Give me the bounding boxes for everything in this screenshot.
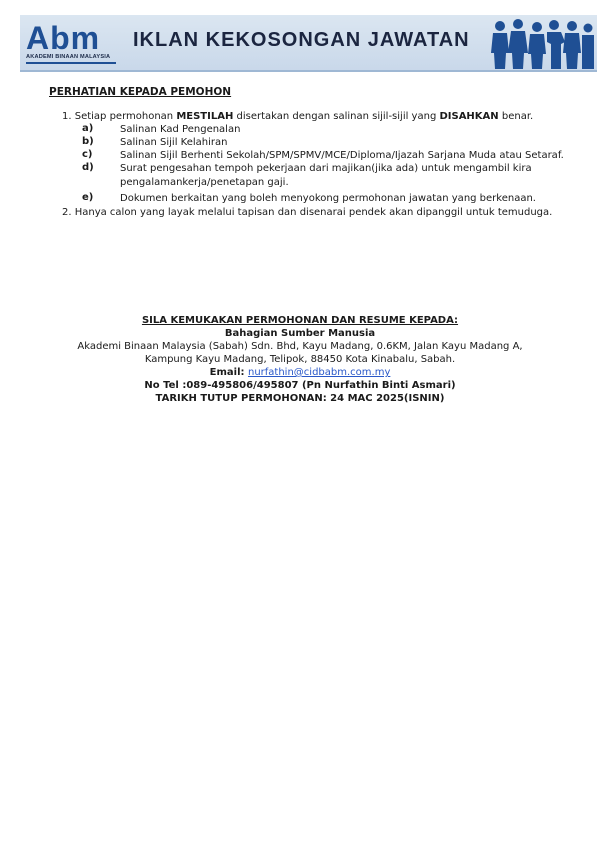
contact-address-line-1: Akademi Binaan Malaysia (Sabah) Sdn. Bhd, Kayu Madang, 0.6KM, Jalan Kayu Madang A,: [77, 341, 523, 352]
email-label: Email:: [209, 367, 248, 378]
contact-email-row: [0, 366, 600, 379]
people-silhouettes-icon: [490, 17, 594, 69]
item-d-letter: d): [82, 162, 94, 173]
notice-point-2: 2. Hanya calon yang layak melalui tapisan dan disenarai pendek akan dipanggil untuk temuduga.: [62, 207, 553, 218]
point1-emphasis-disahkan: DISAHKAN: [439, 111, 499, 122]
logo-rule: [26, 62, 116, 64]
closing-date: TARIKH TUTUP PERMOHONAN: 24 MAC 2025(ISNIN): [155, 393, 445, 404]
contact-phone: No Tel :089-495806/495807 (Pn Nurfathin Binti Asmari): [144, 380, 456, 391]
email-link[interactable]: nurfathin@cidbabm.com.my: [247, 367, 391, 378]
item-e-text: Dokumen berkaitan yang boleh menyokong permohonan jawatan yang berkenaan.: [120, 193, 536, 204]
notice-heading: PERHATIAN KEPADA PEMOHON: [49, 86, 232, 98]
notice-point-1: [62, 110, 533, 123]
logo-subtitle: AKADEMI BINAAN MALAYSIA: [26, 54, 111, 60]
contact-department: Bahagian Sumber Manusia: [224, 328, 376, 339]
contact-address-line-2: Kampung Kayu Madang, Telipok, 88450 Kota Kinabalu, Sabah.: [144, 354, 456, 365]
point1-middle: disertakan dengan salinan sijil-sijil yang: [233, 111, 440, 122]
item-a-letter: a): [82, 123, 94, 134]
item-b-letter: b): [82, 136, 94, 147]
item-d-text: Surat pengesahan tempoh pekerjaan dari majikan(jika ada) untuk mengambil kira: [120, 163, 532, 174]
item-c-letter: c): [82, 149, 93, 160]
item-b-text: Salinan Sijil Kelahiran: [120, 137, 228, 148]
point1-suffix: benar.: [498, 111, 534, 122]
point1-prefix: 1. Setiap permohonan: [62, 111, 177, 122]
page-title: IKLAN KEKOSONGAN JAWATAN: [133, 29, 470, 51]
item-a-text: Salinan Kad Pengenalan: [120, 124, 241, 135]
logo-mark: Abm: [26, 20, 101, 56]
point1-emphasis-mestilah: MESTILAH: [176, 111, 234, 122]
abm-logo: [26, 21, 116, 65]
item-c-text: Salinan Sijil Berhenti Sekolah/SPM/SPMV/MCE/Diploma/Ijazah Sarjana Muda atau Setaraf.: [120, 150, 564, 161]
contact-heading: SILA KEMUKAKAN PERMOHONAN DAN RESUME KEPADA:: [141, 315, 459, 326]
item-e-letter: e): [82, 192, 94, 203]
header-banner: [20, 15, 597, 72]
item-d-text-continued: pengalamankerja/penetapan gaji.: [120, 177, 289, 188]
